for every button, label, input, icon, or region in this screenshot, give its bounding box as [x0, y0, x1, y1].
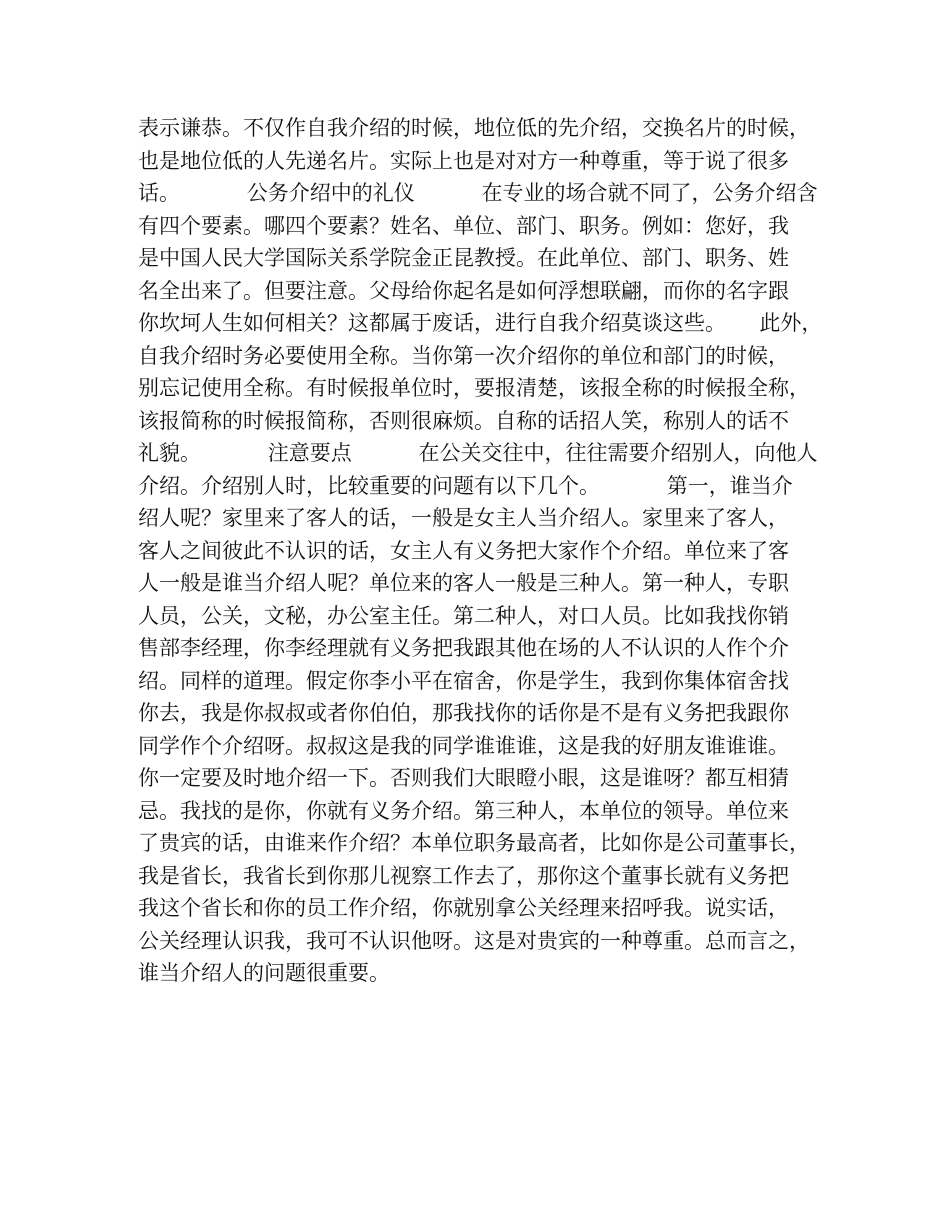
text-line-7: 你坎坷人生如何相关？这都属于废话，进行自我介绍莫谈这些。 此外，: [138, 311, 823, 335]
text-line-12: 介绍。介绍别人时，比较重要的问题有以下几个。 第一，谁当介: [138, 473, 793, 498]
text-line-21: 你一定要及时地介绍一下。否则我们大眼瞪小眼，这是谁呀？都互相猜: [138, 766, 789, 790]
text-line-9: 别忘记使用全称。有时候报单位时，要报清楚，该报全称的时候报全称，: [138, 376, 810, 400]
text-line-15: 人一般是谁当介绍人呢？单位来的客人一般是三种人。第一种人，专职: [138, 571, 789, 595]
text-line-27: 谁当介绍人的问题很重要。: [138, 961, 390, 985]
text-line-6: 名全出来了。但要注意。父母给你起名是如何浮想联翩，而你的名字跟: [138, 278, 789, 303]
text-line-23: 了贵宾的话，由谁来作介绍？本单位职务最高者，比如你是公司董事长，: [138, 831, 810, 855]
text-line-19: 你去，我是你叔叔或者你伯伯，那我找你的话你是不是有义务把我跟你: [138, 701, 789, 725]
text-line-3: 话。 公务介绍中的礼仪 在专业的场合就不同了，公务介绍含: [138, 181, 818, 205]
text-line-2: 也是地位低的人先递名片。实际上也是对对方一种尊重，等于说了很多: [138, 148, 789, 173]
text-line-16: 人员，公关，文秘，办公室主任。第二种人，对口人员。比如我找你销: [138, 603, 789, 628]
text-line-14: 客人之间彼此不认识的话，女主人有义务把大家作个介绍。单位来了客: [138, 538, 789, 563]
document-body: [138, 112, 838, 990]
text-line-24: 我是省长，我省长到你那儿视察工作去了，那你这个董事长就有义务把: [138, 863, 789, 888]
text-line-18: 绍。同样的道理。假定你李小平在宿舍，你是学生，我到你集体宿舍找: [138, 668, 789, 693]
text-line-4: 有四个要素。哪四个要素？姓名、单位、部门、职务。例如：您好，我: [138, 213, 789, 238]
text-line-11: 礼貌。 注意要点 在公关交往中，往往需要介绍别人，向他人: [138, 441, 818, 465]
text-line-20: 同学作个介绍呀。叔叔这是我的同学谁谁谁，这是我的好朋友谁谁谁。: [138, 733, 789, 758]
text-line-22: 忌。我找的是你，你就有义务介绍。第三种人，本单位的领导。单位来: [138, 798, 789, 823]
text-line-8: 自我介绍时务必要使用全称。当你第一次介绍你的单位和部门的时候，: [138, 343, 789, 368]
text-line-17: 售部李经理，你李经理就有义务把我跟其他在场的人不认识的人作个介: [138, 636, 789, 660]
text-line-26: 公关经理认识我，我可不认识他呀。这是对贵宾的一种尊重。总而言之，: [138, 928, 810, 953]
text-line-13: 绍人呢？家里来了客人的话，一般是女主人当介绍人。家里来了客人，: [138, 506, 789, 530]
text-line-10: 该报简称的时候报简称，否则很麻烦。自称的话招人笑，称别人的话不: [138, 408, 789, 433]
text-line-5: 是中国人民大学国际关系学院金正昆教授。在此单位、部门、职务、姓: [138, 246, 789, 270]
text-line-1: 表示谦恭。不仅作自我介绍的时候，地位低的先介绍，交换名片的时候，: [138, 116, 810, 140]
text-line-25: 我这个省长和你的员工作介绍，你就别拿公关经理来招呼我。说实话，: [138, 896, 789, 920]
